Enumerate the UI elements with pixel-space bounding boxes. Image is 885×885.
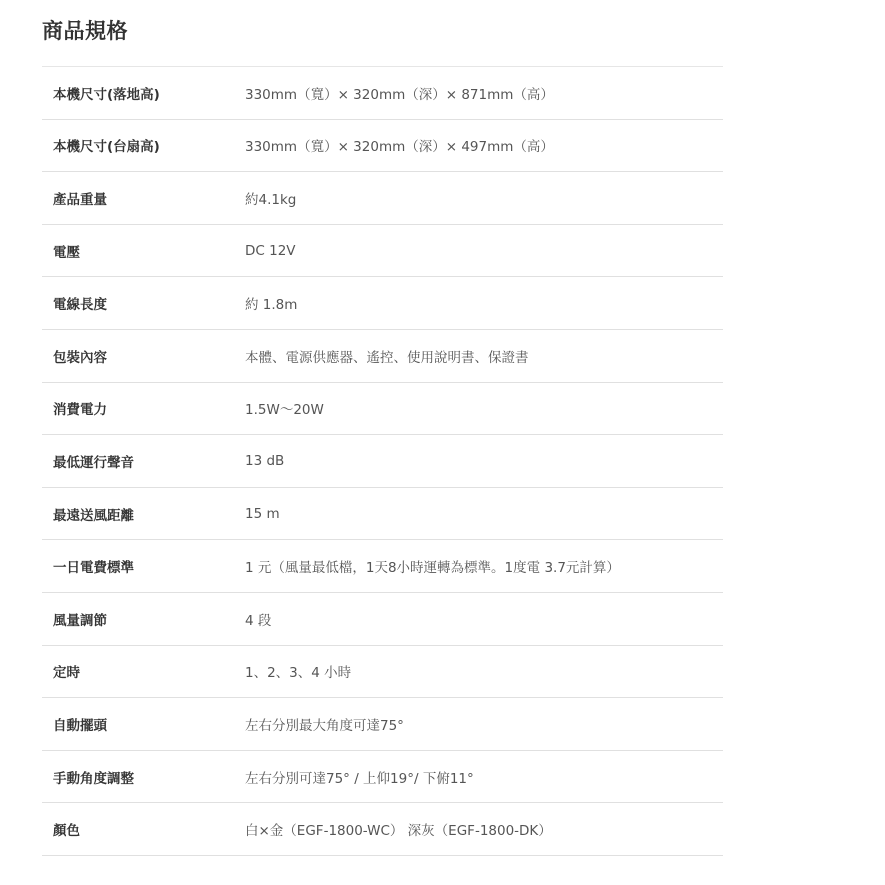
spec-row-fan-speed xyxy=(42,593,723,646)
spec-label: 消費電力 xyxy=(53,402,107,419)
spec-row-max-airflow-distance xyxy=(42,488,723,541)
spec-label: 定時 xyxy=(53,665,80,682)
spec-label: 電線長度 xyxy=(53,297,107,314)
spec-label: 顏色 xyxy=(53,823,80,840)
spec-row-voltage xyxy=(42,225,723,278)
spec-label: 最遠送風距離 xyxy=(53,507,134,524)
spec-value: 13 dB xyxy=(245,452,285,469)
spec-value: 本體、電源供應器、遙控、使用說明書、保證書 xyxy=(245,349,529,366)
spec-row-min-noise xyxy=(42,435,723,488)
spec-row-auto-oscillation xyxy=(42,698,723,751)
spec-label: 一日電費標準 xyxy=(53,560,134,577)
spec-value: 330mm（寬）× 320mm（深）× 497mm（高） xyxy=(245,139,554,156)
spec-value: 1、2、3、4 小時 xyxy=(245,665,352,682)
page-title: 商品規格 xyxy=(42,19,128,43)
spec-value: 左右分別最大角度可達75° xyxy=(245,717,404,734)
spec-row-daily-electricity-cost xyxy=(42,540,723,593)
spec-label: 包裝內容 xyxy=(53,349,107,366)
spec-label: 手動角度調整 xyxy=(53,770,134,787)
spec-value: DC 12V xyxy=(245,242,296,259)
spec-value: 1 元（風量最低檔，1天8小時運轉為標準。1度電 3.7元計算） xyxy=(245,560,620,577)
spec-label: 本機尺寸(台扇高) xyxy=(53,139,160,156)
spec-row-package-contents xyxy=(42,330,723,383)
spec-value: 1.5W～20W xyxy=(245,402,324,419)
spec-label: 最低運行聲音 xyxy=(53,454,134,471)
spec-label: 電壓 xyxy=(53,244,80,261)
spec-row-color xyxy=(42,803,723,856)
spec-row-dimensions-table xyxy=(42,120,723,173)
spec-value: 約 1.8m xyxy=(245,297,298,314)
spec-row-cord-length xyxy=(42,277,723,330)
spec-label: 產品重量 xyxy=(53,191,107,208)
spec-label: 風量調節 xyxy=(53,612,107,629)
spec-row-timer xyxy=(42,646,723,699)
spec-value: 330mm（寬）× 320mm（深）× 871mm（高） xyxy=(245,86,554,103)
spec-row-power-consumption xyxy=(42,383,723,436)
spec-row-dimensions-floor xyxy=(42,67,723,120)
spec-value: 4 段 xyxy=(245,612,272,629)
spec-row-manual-angle xyxy=(42,751,723,804)
spec-value: 約4.1kg xyxy=(245,191,297,208)
spec-row-weight xyxy=(42,172,723,225)
spec-value: 15 m xyxy=(245,505,280,522)
spec-label: 自動擺頭 xyxy=(53,717,107,734)
spec-table xyxy=(42,66,723,856)
spec-value: 左右分別可達75° / 上仰19°/ 下俯11° xyxy=(245,770,474,787)
spec-label: 本機尺寸(落地高) xyxy=(53,86,160,103)
spec-value: 白×金（EGF-1800-WC） 深灰（EGF-1800-DK） xyxy=(245,823,552,840)
